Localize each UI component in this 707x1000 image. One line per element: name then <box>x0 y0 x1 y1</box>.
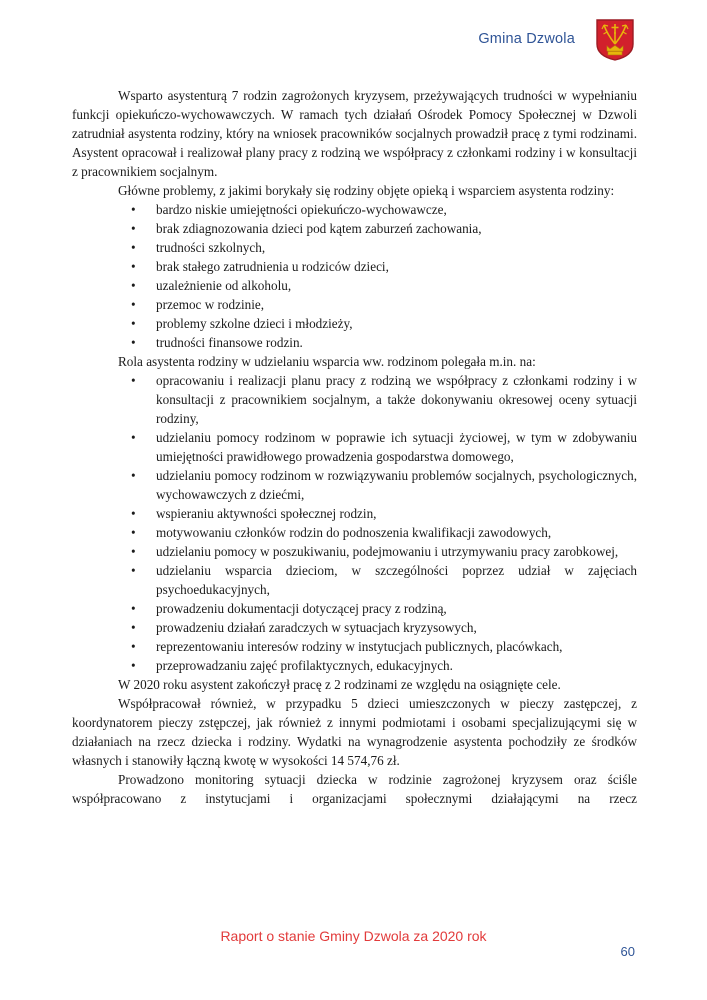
bullet-marker: • <box>131 620 136 635</box>
bullet-text: uzależnienie od alkoholu, <box>156 278 292 293</box>
paragraph: Rola asystenta rodziny w udzielaniu wsparcia ww. rodzinom polegała m.in. na: <box>118 354 536 369</box>
footer-title: Raport o stanie Gminy Dzwola za 2020 rok <box>220 928 487 944</box>
bullet-marker: • <box>131 278 136 293</box>
paragraph: Prowadzono monitoring sytuacji dziecka w rodzinie zagrożonej kryzysem oraz ściśle współpracowano z instytucjami i organizacjami społecznymi działającymi na rzecz <box>72 772 637 806</box>
bullet-marker: • <box>131 297 136 312</box>
coat-of-arms-icon <box>595 18 635 62</box>
bullet-text: udzielaniu pomocy w poszukiwaniu, podejmowaniu i utrzymywaniu pracy zarobkowej, <box>156 544 619 559</box>
bullet-text: reprezentowaniu interesów rodziny w instytucjach publicznych, placówkach, <box>156 639 563 654</box>
bullet-text: przemoc w rodzinie, <box>156 297 265 312</box>
bullet-item <box>72 276 637 295</box>
bullet-marker: • <box>131 639 136 654</box>
bullet-marker: • <box>131 544 136 559</box>
bullet-item <box>72 238 637 257</box>
bullet-item <box>72 333 637 352</box>
bullet-marker: • <box>131 316 136 331</box>
page-number: 60 <box>620 944 635 959</box>
bullet-text: opracowaniu i realizacji planu pracy z rodziną we współpracy z członkami rodziny i w konsultacji z pracownikiem socjalnym, a także dokonywaniu okresowej oceny sytuacji rodziny, <box>156 373 637 426</box>
bullet-marker: • <box>131 259 136 274</box>
bullet-item <box>72 561 637 599</box>
bullet-item <box>72 371 637 428</box>
bullet-text: problemy szkolne dzieci i młodzieży, <box>156 316 353 331</box>
bullet-marker: • <box>131 202 136 217</box>
bullet-marker: • <box>131 563 136 578</box>
bullet-text: brak stałego zatrudnienia u rodziców dzieci, <box>156 259 389 274</box>
bullet-marker: • <box>131 658 136 673</box>
bullet-item <box>72 599 637 618</box>
bullet-item <box>72 618 637 637</box>
bullet-marker: • <box>131 373 136 388</box>
bullet-marker: • <box>131 525 136 540</box>
bullet-item <box>72 542 637 561</box>
paragraph: Wsparto asystenturą 7 rodzin zagrożonych kryzysem, przeżywających trudności w wypełnianiu funkcji opiekuńczo-wychowawczych. W ramach tych działań Ośrodek Pomocy Społecznej w Dzwoli zatrudniał asystenta rodziny, który na wniosek pracowników socjalnych prowadził pracę z tymi rodzinami. Asystent opracował i realizował plany pracy z rodziną we współpracy z członkami rodziny i w konsultacji z pracownikiem socjalnym. <box>72 88 637 179</box>
bullet-item <box>72 656 637 675</box>
bullet-marker: • <box>131 468 136 483</box>
document-body <box>72 86 637 808</box>
bullet-text: udzielaniu pomocy rodzinom w rozwiązywaniu problemów socjalnych, psychologicznych, wychowawczych z dziećmi, <box>156 468 637 502</box>
bullet-item <box>72 200 637 219</box>
bullet-item <box>72 257 637 276</box>
bullet-text: wspieraniu aktywności społecznej rodzin, <box>156 506 377 521</box>
bullet-marker: • <box>131 335 136 350</box>
bullet-text: motywowaniu członków rodzin do podnoszenia kwalifikacji zawodowych, <box>156 525 552 540</box>
bullet-text: udzielaniu pomocy rodzinom w poprawie ich sytuacji życiowej, w tym w zdobywaniu umiejętności prawidłowego prowadzenia gospodarstwa domowego, <box>156 430 637 464</box>
paragraph: W 2020 roku asystent zakończył pracę z 2 rodzinami ze względu na osiągnięte cele. <box>118 677 561 692</box>
bullet-item <box>72 295 637 314</box>
bullet-item <box>72 637 637 656</box>
paragraph: Główne problemy, z jakimi borykały się rodziny objęte opieką i wsparciem asystenta rodziny: <box>118 183 615 198</box>
paragraph: Współpracował również, w przypadku 5 dzieci umieszczonych w pieczy zastępczej, z koordynatorem pieczy zstępczej, jak również z innymi podmiotami i osobami specjalizującymi się w działaniach na rzecz dziecka i rodziny. Wydatki na wynagrodzenie asystenta pochodziły ze środków własnych i stanowiły łączną kwotę w wysokości 14 574,76 zł. <box>72 696 637 768</box>
bullet-item <box>72 504 637 523</box>
bullet-text: trudności szkolnych, <box>156 240 266 255</box>
bullet-text: przeprowadzaniu zajęć profilaktycznych, edukacyjnych. <box>156 658 453 673</box>
bullet-marker: • <box>131 601 136 616</box>
bullet-text: prowadzeniu działań zaradczych w sytuacjach kryzysowych, <box>156 620 477 635</box>
bullet-marker: • <box>131 240 136 255</box>
page-header <box>478 18 635 62</box>
bullet-item <box>72 523 637 542</box>
bullet-text: bardzo niskie umiejętności opiekuńczo-wychowawcze, <box>156 202 447 217</box>
bullet-marker: • <box>131 430 136 445</box>
bullet-text: trudności finansowe rodzin. <box>156 335 303 350</box>
bullet-item <box>72 466 637 504</box>
bullet-text: brak zdiagnozowania dzieci pod kątem zaburzeń zachowania, <box>156 221 482 236</box>
bullet-item <box>72 219 637 238</box>
bullet-item <box>72 428 637 466</box>
header-title: Gmina Dzwola <box>478 31 575 47</box>
bullet-marker: • <box>131 221 136 236</box>
bullet-text: udzielaniu wsparcia dzieciom, w szczególności poprzez udział w zajęciach psychoedukacyjnych, <box>156 563 637 597</box>
bullet-item <box>72 314 637 333</box>
bullet-text: prowadzeniu dokumentacji dotyczącej pracy z rodziną, <box>156 601 447 616</box>
bullet-marker: • <box>131 506 136 521</box>
